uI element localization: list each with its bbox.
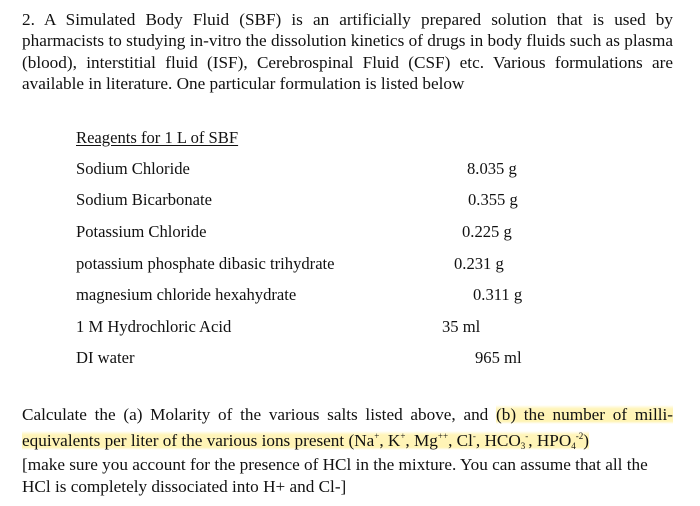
reagent-amount: 0.231 g bbox=[454, 254, 504, 273]
reagent-name: Sodium Bicarbonate bbox=[76, 190, 212, 209]
reagent-amount: 0.355 g bbox=[468, 190, 518, 209]
reagent-name: 1 M Hydrochloric Acid bbox=[76, 317, 232, 336]
ion-mg: Mg++ bbox=[414, 430, 449, 450]
reagent-name: Potassium Chloride bbox=[76, 222, 207, 241]
highlighted-text: equivalents per liter of the various ions present (Na+, K+, Mg++, Cl-, $HCO_3^-$, $HPO_4^{-2}$) bbox=[22, 430, 590, 451]
ion-hco3: $HCO_3^-$ bbox=[484, 430, 529, 451]
highlighted-text: (b) the number of milli- bbox=[496, 405, 673, 424]
reagent-amount: 965 ml bbox=[475, 348, 522, 367]
problem-intro-paragraph: 2. A Simulated Body Fluid (SBF) is an artificially prepared solution that is used by pharmacists to studying in-vitro the dissolution kinetics of drugs in body fluids such as plasma (blood), interstitial fluid (ISF), Cerebrospinal Fluid (CSF) etc. Various formulations are available in literature. One particular formulation is listed below bbox=[22, 10, 673, 94]
reagent-amount: 8.035 g bbox=[467, 159, 517, 178]
ion-na: Na+ bbox=[354, 430, 380, 450]
ion-cl: Cl- bbox=[456, 430, 476, 450]
question-line-1 bbox=[22, 402, 673, 428]
reagent-amount: 0.225 g bbox=[462, 222, 512, 241]
reagent-name: magnesium chloride hexahydrate bbox=[76, 285, 297, 304]
question-line-3: [make sure you account for the presence of HCl in the mixture. You can assume that all the HCl is completely dissociated into H+ and Cl-] bbox=[22, 455, 648, 496]
reagents-heading: Reagents for 1 L of SBF bbox=[76, 128, 239, 147]
question-text: equivalents per liter of the various ions present ( bbox=[22, 430, 355, 450]
ion-hpo4: $HPO_4^{-2}$ bbox=[536, 430, 584, 451]
reagent-amount: 35 ml bbox=[442, 317, 481, 336]
reagent-name: Sodium Chloride bbox=[76, 159, 190, 178]
reagent-name: DI water bbox=[76, 348, 135, 367]
reagent-amount: 0.311 g bbox=[473, 285, 523, 304]
ion-k: K+ bbox=[387, 430, 406, 450]
question-paragraph bbox=[22, 402, 673, 497]
question-text: Calculate the (a) Molarity of the various salts listed above, and bbox=[22, 405, 497, 424]
reagent-name: potassium phosphate dibasic trihydrate bbox=[76, 254, 335, 273]
question-line-2 bbox=[22, 428, 673, 454]
